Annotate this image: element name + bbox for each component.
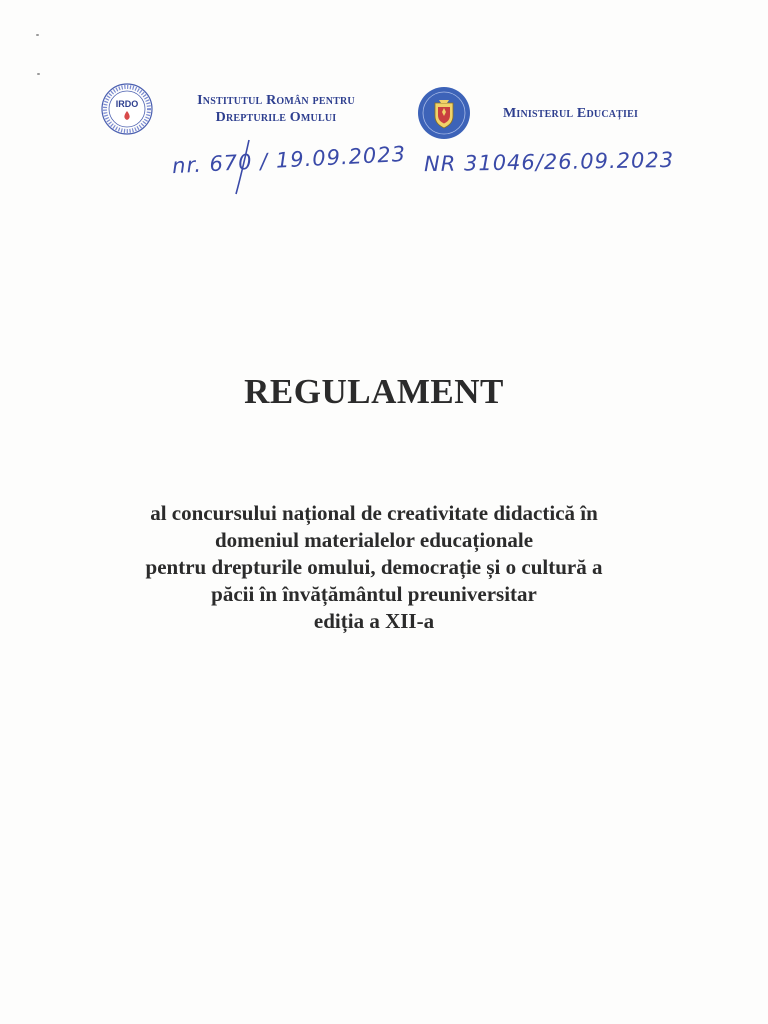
- irdo-institution-name: [176, 92, 376, 126]
- subtitle-line: păcii în învățământul preuniversitar: [211, 582, 537, 606]
- document-title: REGULAMENT: [244, 372, 504, 411]
- irdo-logo: [100, 82, 154, 136]
- subtitle-line: ediția a XII-a: [313, 609, 435, 633]
- subtitle-line: al concursului național de creativitate didactică în: [150, 501, 598, 525]
- coat-of-arms-icon: [417, 86, 471, 140]
- ministry-institution-name: Ministerul Educației: [503, 106, 639, 121]
- irdo-name-line2: Drepturile Omului: [215, 110, 337, 125]
- ministry-registration-number: NR 31046/26.09.2023: [423, 147, 675, 177]
- handwritten-stroke: [232, 138, 252, 196]
- subtitle-line: pentru drepturile omului, democrație și o cultură a: [145, 555, 603, 579]
- scan-speck: [36, 34, 39, 36]
- irdo-registration-number: nr. 670 / 19.09.2023: [171, 141, 407, 179]
- subtitle-line: domeniul materialelor educaționale: [214, 528, 534, 552]
- scan-speck: [37, 73, 40, 75]
- irdo-name-line1: Institutul Român pentru: [197, 93, 355, 108]
- document-subtitle: [84, 500, 664, 635]
- irdo-logo-text: IRDO: [115, 99, 139, 109]
